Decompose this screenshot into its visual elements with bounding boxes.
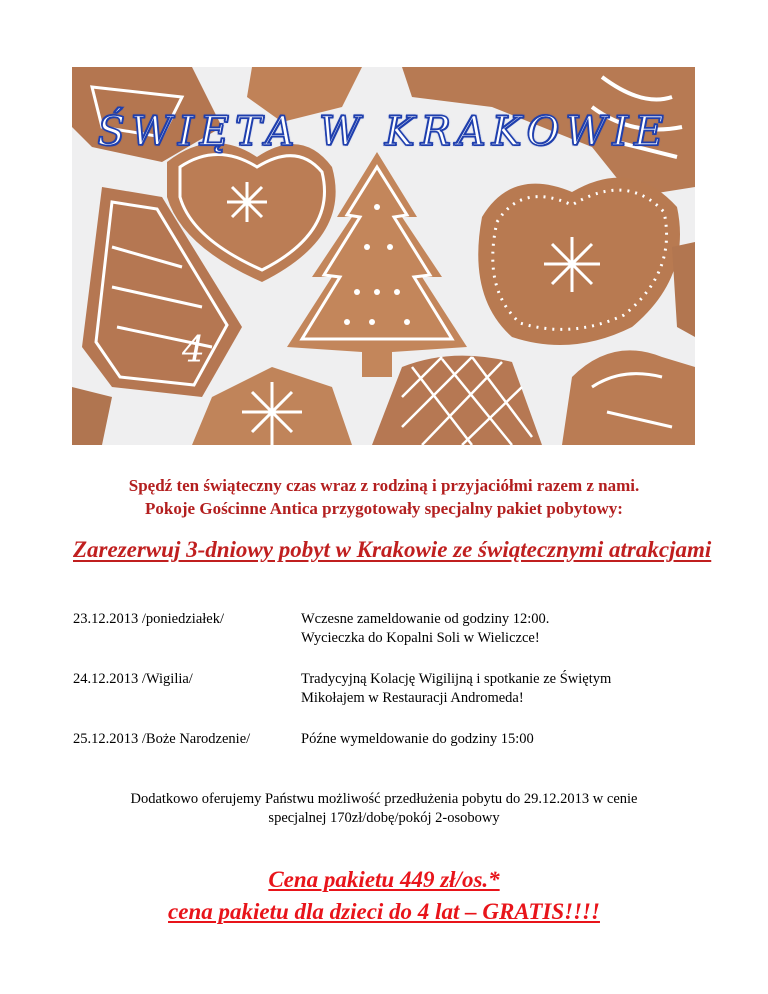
kids-package-price: cena pakietu dla dzieci do 4 lat – GRATIS!!!!	[168, 899, 600, 924]
schedule-date: 24.12.2013 /Wigilia/	[73, 671, 193, 687]
snowflake-icing	[227, 182, 267, 222]
schedule-date: 25.12.2013 /Boże Narodzenie/	[73, 731, 251, 747]
schedule-row	[73, 670, 693, 708]
cookie-lattice	[372, 356, 542, 445]
snowflake-icing-right	[544, 237, 600, 292]
package-price: Cena pakietu 449 zł/os.*	[268, 867, 500, 892]
intro-line-2: Pokoje Gościnne Antica przygotowały specjalny pakiet pobytowy:	[145, 499, 623, 518]
schedule-desc-line: Tradycyjną Kolację Wigilijną i spotkanie ze Świętym	[301, 671, 612, 687]
extension-offer-line-2: specjalnej 170zł/dobę/pokój 2-osobowy	[268, 810, 500, 826]
schedule-table	[73, 610, 693, 771]
banner-title: ŚWIĘTA W KRAKOWIE	[97, 109, 670, 155]
extension-offer-line-1: Dodatkowo oferujemy Państwu możliwość przedłużenia pobytu do 29.12.2013 w cenie	[130, 791, 638, 807]
schedule-description	[301, 730, 693, 749]
gingerbread-banner	[72, 67, 695, 445]
schedule-row	[73, 610, 693, 648]
cookie-bottom-left	[72, 387, 112, 445]
schedule-desc-line: Mikołajem w Restauracji Andromeda!	[301, 690, 524, 706]
cookie-heart-right	[478, 178, 680, 345]
schedule-desc-line: Wycieczka do Kopalni Soli w Wieliczce!	[301, 630, 540, 646]
cookie-bottom-right	[562, 350, 695, 445]
cookie-far-right	[672, 242, 695, 337]
schedule-desc-line: Późne wymeldowanie do godziny 15:00	[301, 731, 534, 747]
schedule-description	[301, 610, 693, 648]
schedule-row	[73, 730, 693, 749]
schedule-date: 23.12.2013 /poniedziałek/	[73, 611, 225, 627]
offer-heading: Zarezerwuj 3-dniowy pobyt w Krakowie ze świątecznymi atrakcjami	[73, 537, 712, 562]
schedule-desc-line: Wczesne zameldowanie od godziny 12:00.	[301, 611, 550, 627]
schedule-description	[301, 670, 693, 708]
extension-offer	[60, 790, 708, 828]
intro-line-1: Spędź ten świąteczny czas wraz z rodziną i przyjaciółmi razem z nami.	[128, 476, 640, 495]
intro-text	[40, 474, 728, 520]
svg-text:4: 4	[182, 330, 205, 371]
